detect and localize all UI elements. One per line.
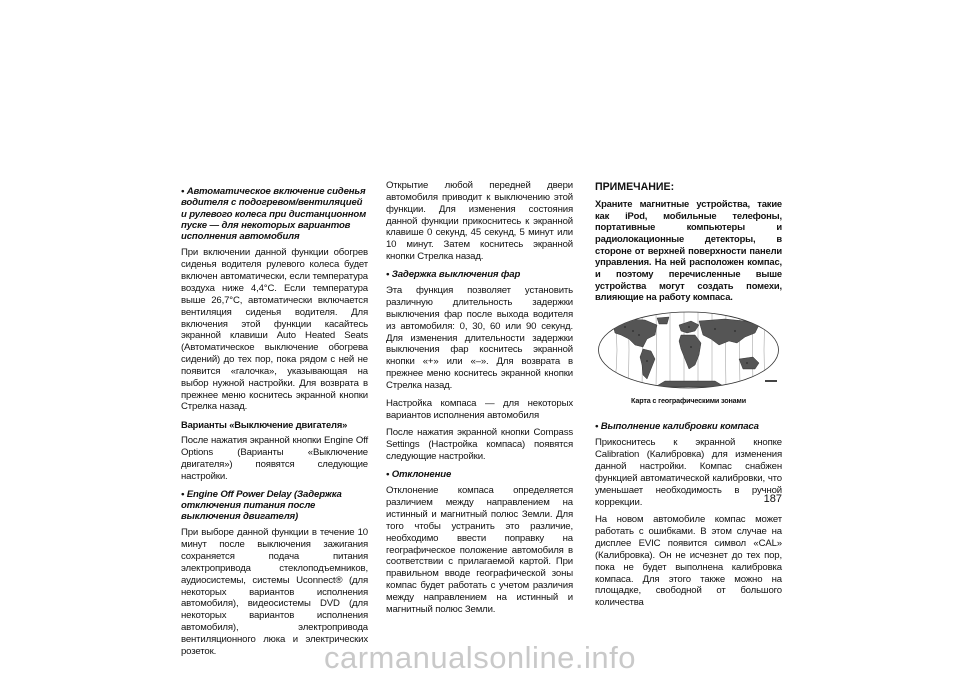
paragraph-compass-options: После нажатия экранной кнопки Compass Settings (Настройка компаса) появятся следующие настройки. <box>386 427 573 463</box>
paragraph-door-open: Открытие любой передней двери автомобиля приводит к выключению этой функции. Для изменения состояния данной функции прикоснитесь к экранной клавише 0 секунд, 45 секунд, 5 минут или 10 минут. Затем коснитесь экранной кнопки Стрелка назад. <box>386 180 573 263</box>
paragraph-engine-off-options: После нажатия экранной кнопки Engine Off Options (Варианты «Выключение двигателя») появятся следующие настройки. <box>181 435 368 482</box>
page-number: 187 <box>763 493 782 505</box>
paragraph-heated-seats: При включении данной функции обогрев сиденья водителя рулевого колеса будет включен автоматически, если температура воздуха ниже 4,4°С. Если температура выше 26,7°С, автоматически включается вентиляция сиденья водителя. Для включения этой функции касайтесь экранной клавиши Auto Heated Seats (Автоматическое выключение обогрева сидений) до тех пор, пока рядом с ней не появится «галочка», указывающая на выбор нужной настройки. Для возврата в прежнее меню коснитесь экранной кнопки Стрелка назад. <box>181 247 368 413</box>
note-title: ПРИМЕЧАНИЕ: <box>595 181 675 193</box>
figure-code-mark <box>765 380 777 382</box>
heading-variance: • Отклонение <box>386 469 452 481</box>
heading-calibration: • Выполнение калибровки компаса <box>595 421 759 433</box>
heading-auto-heated-seats: • Автоматическое включение сиденья водителя с подогревом/вентиляцией и рулевого колеса при дистанционном пуске — для некоторых вариантов исполнения автомобиля <box>181 186 367 243</box>
paragraph-variance: Отклонение компаса определяется различием между направлением на истинный и магнитный полюс Земли. Для того чтобы устранить это различие, необходимо ввести поправку на географическое положение автомобиля в соответствии с прилагаемой картой. При правильном вводе географической зоны компас будет работать с учетом различия между направлением на истинный и магнитный полюс Земли. <box>386 485 573 615</box>
note-text: Храните магнитные устройства, такие как iPod, мобильные телефоны, портативные компьютеры и радиолокационные детекторы, в стороне от верхней поверхности панели управления. На ней расположен компас, и поэтому перечисленные выше устройства могут создать помехи, влияющие на работу компаса. <box>595 197 782 303</box>
paragraph-headlight-delay: Эта функция позволяет установить различную длительность задержки выключения фар после выхода водителя из автомобиля: 0, 30, 60 или 90 секунд. Для изменения длительности задержки выключения фар коснитесь экранной кнопки «+» или «–». Для возврата в прежнее меню коснитесь экранной кнопки Стрелка назад. <box>386 285 573 391</box>
heading-engine-off-options: Варианты «Выключение двигателя» <box>181 419 348 431</box>
left-column <box>181 186 368 664</box>
paragraph-power-delay: При выборе данной функции в течение 10 минут после выключения зажигания сохраняется подача питания электропривода стеклоподъемников, аудиосистемы, системы Uconnect® (для некоторых вариантов исполнения автомобиля), видеосистемы DVD (для некоторых вариантов исполнения автомобиля), электропривода вентиляционного люка и электрических розеток. <box>181 527 368 657</box>
paragraph-new-vehicle: На новом автомобиле компас может работать с ошибками. В этом случае на дисплее EVIC появится символ «CAL» (Калибровка). Он не исчезнет до тех пор, пока не будет выполнена калибровка компаса. Для этого также можно на площадке, свободной от большого количества <box>595 514 782 609</box>
right-column <box>595 182 782 615</box>
zone-map-figure <box>595 309 782 391</box>
world-zone-map <box>595 309 782 391</box>
middle-column <box>386 180 573 622</box>
heading-power-delay: • Engine Off Power Delay (Задержка отключения питания после выключения двигателя) <box>181 488 342 523</box>
watermark: carmanualsonline.info <box>323 640 637 675</box>
paragraph-compass-settings: Настройка компаса — для некоторых вариантов исполнения автомобиля <box>386 397 573 421</box>
paragraph-calibration: Прикоснитесь к экранной кнопке Calibration (Калибровка) для изменения данной настройки. Компас снабжен функцией автоматической калибровки, что уменьшает необходимость в ручной коррекции. <box>595 437 782 508</box>
map-caption: Карта с географическими зонами <box>631 396 746 406</box>
heading-headlight-delay: • Задержка выключения фар <box>386 268 521 280</box>
